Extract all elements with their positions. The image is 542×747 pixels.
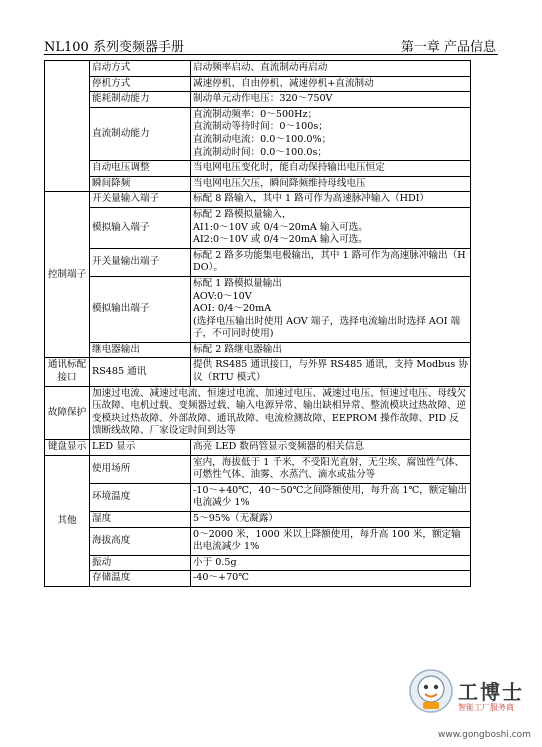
item-name: 振动 (90, 555, 191, 571)
item-name: 直流制动能力 (90, 107, 191, 160)
brand-slogan: 智能工厂服务商 (458, 703, 514, 712)
table-row (45, 176, 471, 192)
table-row (45, 192, 471, 208)
table-row (45, 527, 471, 555)
item-name: RS485 通讯 (90, 358, 191, 386)
item-desc: 室内，海拔低于 1 千米，不受阳光直射，无尘埃、腐蚀性气体、可燃性气体、油雾、水蒸汽、滴水或盐分等 (191, 455, 471, 483)
item-desc: -10～+40℃，40～50℃之间降额使用，每升高 1℃，额定输出电流减少 1% (191, 483, 471, 511)
item-desc: 高亮 LED 数码管显示变频器的相关信息 (191, 440, 471, 456)
item-desc: -40～+70℃ (191, 571, 471, 587)
chapter-title: 第一章 产品信息 (400, 40, 496, 55)
category-cell: 其他 (45, 455, 90, 586)
item-desc: 加速过电流、减速过电流、恒速过电流、加速过电压、减速过电压、恒速过电压、母线欠压故障、电机过载、变频器过载、输入电源异常、输出缺相异常、整流模块过热故障、逆变模块过热故障、外部故障、通讯故障、电流检测故障、EEPROM 操作故障、PID 反馈断线故障、厂家设定时间到达等 (90, 386, 471, 439)
table-row (45, 276, 471, 342)
category-cell: 键盘显示 (45, 440, 90, 456)
item-name: 存储温度 (90, 571, 191, 587)
item-desc: 标配 2 路模拟量输入， AI1:0～10V 或 0/4～20mA 输入可选。 AI2:0～10V 或 0/4～20mA 输入可选。 (191, 207, 471, 248)
table-row (45, 386, 471, 439)
table-row (45, 161, 471, 177)
item-desc: 标配 2 路继电器输出 (191, 342, 471, 358)
item-desc: 启动频率启动、直流制动再启动 (191, 61, 471, 77)
category-cell: 通讯标配接口 (45, 358, 90, 386)
item-desc: 5～95%（无凝露） (191, 512, 471, 528)
table-row (45, 455, 471, 483)
item-name: 模拟输出端子 (90, 276, 191, 342)
table-row (45, 61, 471, 77)
table-row (45, 555, 471, 571)
item-name: 能耗制动能力 (90, 92, 191, 108)
table-row (45, 440, 471, 456)
item-desc: 小于 0.5g (191, 555, 471, 571)
item-desc: 标配 2 路多功能集电极输出，其中 1 路可作为高速脉冲输出（HDO）。 (191, 248, 471, 276)
header-rule (44, 54, 498, 55)
manual-title: NL100 系列变频器手册 (44, 40, 184, 55)
item-desc: 0～2000 米，1000 米以上降额使用，每升高 100 米，额定输出电流减少 1% (191, 527, 471, 555)
item-name: 开关量输出端子 (90, 248, 191, 276)
table-row (45, 342, 471, 358)
category-cell: 控制端子 (45, 192, 90, 358)
table-row (45, 76, 471, 92)
item-desc: 标配 8 路输入，其中 1 路可作为高速脉冲输入（HDI） (191, 192, 471, 208)
category-cell (45, 61, 90, 192)
item-name: 模拟输入端子 (90, 207, 191, 248)
item-name: 瞬间降频 (90, 176, 191, 192)
gongboshi-logo (408, 662, 531, 742)
item-name: 海拔高度 (90, 527, 191, 555)
table-row (45, 512, 471, 528)
item-desc: 直流制动频率：0～500Hz； 直流制动等待时间：0～100s； 直流制动电流：0.0～100.0%； 直流制动时间：0.0～100.0s； (191, 107, 471, 160)
item-desc: 当电网电压欠压，瞬间降频维持母线电压 (191, 176, 471, 192)
item-desc: 标配 1 路模拟量输出 AOV:0～10V AOI: 0/4～20mA (选择电压输出时使用 AOV 端子，选择电流输出时选择 AOI 端子，不可同时使用) (191, 276, 471, 342)
item-name: LED 显示 (90, 440, 191, 456)
item-desc: 提供 RS485 通讯接口，与外界 RS485 通讯，支持 Modbus 协议（RTU 模式） (191, 358, 471, 386)
spec-table (44, 60, 471, 587)
table-row (45, 483, 471, 511)
item-name: 湿度 (90, 512, 191, 528)
table-row (45, 248, 471, 276)
robot-mascot-icon (408, 668, 454, 714)
table-row (45, 107, 471, 160)
category-cell: 故障保护 (45, 386, 90, 439)
item-desc: 当电网电压变化时，能自动保持输出电压恒定 (191, 161, 471, 177)
item-name: 自动电压调整 (90, 161, 191, 177)
table-row (45, 571, 471, 587)
table-row (45, 92, 471, 108)
item-name: 环境温度 (90, 483, 191, 511)
table-row (45, 358, 471, 386)
item-name: 使用场所 (90, 455, 191, 483)
item-name: 继电器输出 (90, 342, 191, 358)
brand-url: www.gongboshi.com (438, 730, 531, 740)
item-name: 开关量输入端子 (90, 192, 191, 208)
item-desc: 减速停机、自由停机、减速停机+直流制动 (191, 76, 471, 92)
item-name: 停机方式 (90, 76, 191, 92)
item-desc: 制动单元动作电压：320～750V (191, 92, 471, 108)
table-row (45, 207, 471, 248)
item-name: 启动方式 (90, 61, 191, 77)
brand-name: 工博士 (458, 680, 524, 704)
